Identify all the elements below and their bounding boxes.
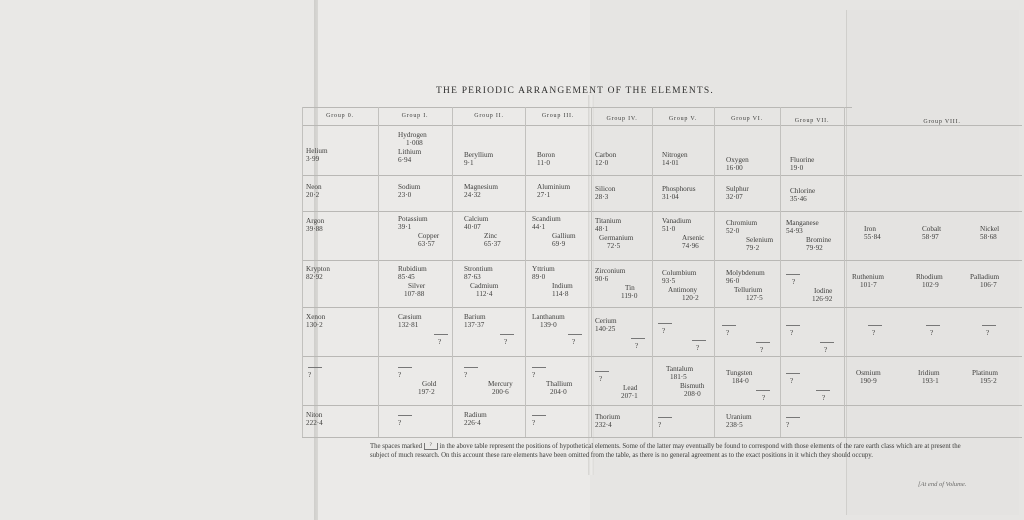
element-magnesium: Magnesium 24·32 (464, 183, 498, 200)
element-silicon: Silicon 28·3 (595, 185, 616, 202)
left-page (0, 0, 318, 520)
element-cerium: Cerium 140·25 ? (595, 317, 645, 351)
table-title: THE PERIODIC ARRANGEMENT OF THE ELEMENTS. (436, 86, 714, 96)
element-thorium: Thorium 232·4 (595, 413, 621, 430)
element-sulphur: Sulphur 32·07 (726, 185, 749, 202)
element-iridium: Iridium 193·1 (918, 369, 940, 386)
element-yttrium-indium: Yttrium 89·0 Indium 114·8 (532, 265, 573, 299)
group-header-4: Group IV. (606, 116, 638, 122)
element-caesium: Cæsium 132·81 ? (398, 313, 448, 347)
periodic-table (302, 107, 1024, 437)
element-group7-unknown: ? ? (786, 321, 834, 355)
element-titanium-germanium: Titanium 48·1 Germanium 72·5 (595, 217, 634, 251)
marker-box: ? (424, 443, 438, 450)
group-header-2: Group II. (474, 113, 504, 119)
element-oxygen: Oxygen 16·00 (726, 156, 749, 173)
element-iron: Iron 55·84 (864, 225, 881, 242)
element-krypton: Krypton 82·92 (306, 265, 330, 282)
element-radium: Radium 226·4 (464, 411, 487, 428)
group-header-8: Group VIII. (923, 119, 961, 125)
element-group5-unknown-2: ? (658, 413, 672, 430)
element-boron: Boron 11·0 (537, 151, 555, 168)
element-group0-unknown: ? (308, 363, 322, 380)
element-columbium-antimony: Columbium 93·5 Antimony 120·2 (662, 269, 699, 303)
group-header-6: Group VI. (731, 116, 763, 122)
element-group7-unknown-3: ? (786, 413, 800, 430)
element-mercury: ? Mercury 200·6 (464, 363, 513, 397)
element-barium: Barium 137·37 ? (464, 313, 514, 347)
element-xenon: Xenon 130·2 (306, 313, 326, 330)
element-osmium: Osmium 190·9 (856, 369, 881, 386)
element-fluorine: Fluorine 19·0 (790, 156, 815, 173)
element-tungsten: Tungsten 184·0 ? (726, 369, 770, 403)
element-neon: Neon 20·2 (306, 183, 322, 200)
element-helium: Helium 3·99 (306, 147, 328, 164)
element-phosphorus: Phosphorus 31·04 (662, 185, 696, 202)
element-group6-unknown: ? ? (722, 321, 770, 355)
element-potassium-copper: Potassium 39·1 Copper 63·57 (398, 215, 440, 249)
element-ruthenium: Ruthenium 101·7 (852, 273, 884, 290)
group-header-7: Group VII. (794, 118, 830, 124)
element-strontium-cadmium: Strontium 87·63 Cadmium 112·4 (464, 265, 499, 299)
element-scandium-gallium: Scandium 44·1 Gallium 69·9 (532, 215, 576, 249)
element-group8-unknown-2: ? (926, 321, 940, 338)
element-vanadium-arsenic: Vanadium 51·0 Arsenic 74·96 (662, 217, 705, 251)
element-carbon: Carbon 12·0 (595, 151, 617, 168)
element-rubidium-silver: Rubidium 85·45 Silver 107·88 (398, 265, 427, 299)
element-nitrogen: Nitrogen 14·01 (662, 151, 688, 168)
element-calcium-zinc: Calcium 40·07 Zinc 65·37 (464, 215, 501, 249)
group-header-1: Group I. (401, 113, 429, 119)
element-hydrogen-lithium: Hydrogen 1·008 Lithium 6·94 (398, 131, 427, 165)
element-tantalum-bismuth: Tantalum 181·5 Bismuth 208·0 (666, 365, 705, 399)
element-chlorine: Chlorine 35·46 (790, 187, 816, 204)
footnote: The spaces marked ? in the above table represent the positions of hypothetical elements. Some of the latter may eventually be found to correspond with those elements of the rare earth class which are at present the subject of much research. On this account these rare elements have been omitted from the table, as there is no general agreement as to the exact positions in it which they should occupy. (370, 443, 961, 459)
element-uranium: Uranium 238·5 (726, 413, 752, 430)
element-gold: ? Gold 197·2 (398, 363, 436, 397)
element-zirconium-tin: Zirconium 90·6 Tin 119·0 (595, 267, 638, 301)
element-group3-unknown-2: ? (532, 411, 546, 428)
element-manganese-bromine: Manganese 54·93 Bromine 79·92 (786, 219, 832, 253)
element-thallium: ? Thallium 204·0 (532, 363, 572, 397)
element-sodium: Sodium 23·0 (398, 183, 421, 200)
element-platinum: Platinum 195·2 (972, 369, 998, 386)
group-header-5: Group V. (668, 116, 698, 122)
element-argon: Argon 39·88 (306, 217, 325, 234)
element-lead: ? Lead 207·1 (595, 367, 638, 401)
element-beryllium: Beryllium 9·1 (464, 151, 494, 168)
end-of-volume-note: [At end of Volume. (918, 481, 967, 488)
element-chromium-selenium: Chromium 52·0 Selenium 79·2 (726, 219, 774, 253)
element-cobalt: Cobalt 58·97 (922, 225, 942, 242)
element-aluminium: Aluminium 27·1 (537, 183, 571, 200)
element-molybdenum-tellurium: Molybdenum 96·0 Tellurium 127·5 (726, 269, 765, 303)
element-iodine: ? Iodine 126·92 (786, 270, 832, 304)
element-palladium: Palladium 106·7 (970, 273, 1000, 290)
element-niton: Niton 222·4 (306, 411, 323, 428)
group-header-3: Group III. (541, 113, 575, 119)
element-group5-unknown: ? ? (658, 319, 706, 353)
element-group1-unknown-2: ? (398, 411, 412, 428)
element-rhodium: Rhodium 102·9 (916, 273, 943, 290)
element-group8-unknown-1: ? (868, 321, 882, 338)
element-group7-unknown-2: ? ? (786, 369, 830, 403)
group-header-0: Group 0. (326, 113, 354, 119)
element-lanthanum: Lanthanum 139·0 ? (532, 313, 582, 347)
element-nickel: Nickel 58·68 (980, 225, 1000, 242)
element-group8-unknown-3: ? (982, 321, 996, 338)
